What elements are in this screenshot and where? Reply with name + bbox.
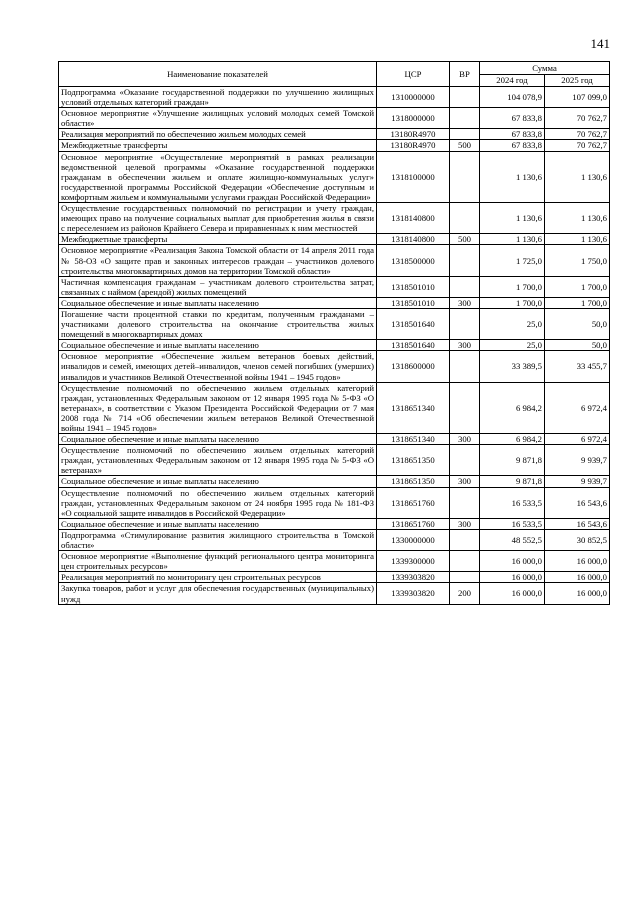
row-name-cell: Осуществление государственных полномочий по регистрации и учету граждан, имеющих право на получение социальных выплат для приобретения жилья в связи с переселением из районов Крайнего Севера и приравненных к ним местностей bbox=[59, 203, 377, 234]
table-row bbox=[59, 108, 610, 129]
row-amount-2025-cell: 70 762,7 bbox=[545, 108, 610, 129]
row-vr-cell: 300 bbox=[450, 340, 480, 351]
row-code-cell: 1339303820 bbox=[377, 572, 450, 583]
row-code-cell: 1318600000 bbox=[377, 351, 450, 382]
table-row bbox=[59, 487, 610, 518]
row-amount-2025-cell: 16 543,6 bbox=[545, 487, 610, 518]
row-vr-cell bbox=[450, 245, 480, 276]
row-vr-cell bbox=[450, 203, 480, 234]
row-amount-2025-cell: 16 000,0 bbox=[545, 583, 610, 604]
row-code-cell: 1318651760 bbox=[377, 518, 450, 529]
row-amount-2024-cell: 1 700,0 bbox=[480, 276, 545, 297]
row-code-cell: 1318140800 bbox=[377, 234, 450, 245]
row-code-cell: 1318000000 bbox=[377, 108, 450, 129]
row-name-cell: Основное мероприятие «Осуществление мероприятий в рамках реализации ведомственной целевой программы «Оказание государственной поддержки гражданам в обеспечении жильем и оплате жилищно-коммунальных услуг» государственной программы Российской Федерации «Обеспечение доступным и комфортным жильем и коммунальными услугами граждан Российской Федерации» bbox=[59, 151, 377, 202]
row-vr-cell bbox=[450, 87, 480, 108]
row-code-cell: 1318140800 bbox=[377, 203, 450, 234]
table-row bbox=[59, 340, 610, 351]
table-row bbox=[59, 87, 610, 108]
row-name-cell: Основное мероприятие «Улучшение жилищных условий молодых семей Томской области» bbox=[59, 108, 377, 129]
row-vr-cell bbox=[450, 308, 480, 339]
header-sum: Сумма bbox=[480, 62, 610, 75]
table-row bbox=[59, 351, 610, 382]
table-row bbox=[59, 583, 610, 604]
row-name-cell: Социальное обеспечение и иные выплаты населению bbox=[59, 476, 377, 487]
row-amount-2025-cell: 33 455,7 bbox=[545, 351, 610, 382]
table-row bbox=[59, 476, 610, 487]
row-amount-2025-cell: 1 130,6 bbox=[545, 203, 610, 234]
table-body bbox=[59, 87, 610, 605]
row-code-cell: 1318500000 bbox=[377, 245, 450, 276]
row-name-cell: Межбюджетные трансферты bbox=[59, 234, 377, 245]
row-amount-2024-cell: 16 000,0 bbox=[480, 572, 545, 583]
header-vr: ВР bbox=[450, 62, 480, 87]
row-name-cell: Основное мероприятие «Выполнение функций регионального центра мониторинга цен строительных ресурсов» bbox=[59, 551, 377, 572]
row-code-cell: 1318501640 bbox=[377, 308, 450, 339]
row-name-cell: Подпрограмма «Оказание государственной поддержки по улучшению жилищных условий отдельных категорий граждан» bbox=[59, 87, 377, 108]
row-amount-2024-cell: 16 000,0 bbox=[480, 551, 545, 572]
row-code-cell: 1339300000 bbox=[377, 551, 450, 572]
table-header bbox=[59, 62, 610, 87]
row-code-cell: 1318651340 bbox=[377, 434, 450, 445]
row-name-cell: Основное мероприятие «Обеспечение жильем ветеранов боевых действий, инвалидов и семей, имеющих детей–инвалидов, членов семей погибших (умерших) инвалидов и участников Великой Отечественной войны 1941 – 1945 годов» bbox=[59, 351, 377, 382]
row-name-cell: Осуществление полномочий по обеспечению жильем отдельных категорий граждан, установленных Федеральным законом от 12 января 1995 года № 5-ФЗ «О ветеранах» bbox=[59, 445, 377, 476]
table-row bbox=[59, 234, 610, 245]
row-amount-2025-cell: 70 762,7 bbox=[545, 140, 610, 151]
header-year-2024: 2024 год bbox=[480, 74, 545, 87]
row-amount-2024-cell: 33 389,5 bbox=[480, 351, 545, 382]
row-amount-2025-cell: 16 543,6 bbox=[545, 518, 610, 529]
row-vr-cell: 300 bbox=[450, 297, 480, 308]
row-vr-cell bbox=[450, 445, 480, 476]
row-amount-2025-cell: 1 700,0 bbox=[545, 276, 610, 297]
row-vr-cell bbox=[450, 151, 480, 202]
row-amount-2024-cell: 9 871,8 bbox=[480, 476, 545, 487]
table-row bbox=[59, 551, 610, 572]
row-vr-cell: 300 bbox=[450, 476, 480, 487]
table-row bbox=[59, 434, 610, 445]
row-amount-2024-cell: 104 078,9 bbox=[480, 87, 545, 108]
row-vr-cell: 500 bbox=[450, 234, 480, 245]
row-code-cell: 1318651350 bbox=[377, 445, 450, 476]
row-amount-2024-cell: 16 000,0 bbox=[480, 583, 545, 604]
row-vr-cell bbox=[450, 551, 480, 572]
table-row bbox=[59, 140, 610, 151]
row-amount-2025-cell: 1 700,0 bbox=[545, 297, 610, 308]
row-amount-2024-cell: 1 700,0 bbox=[480, 297, 545, 308]
row-vr-cell: 200 bbox=[450, 583, 480, 604]
table-row bbox=[59, 572, 610, 583]
row-name-cell: Погашение части процентной ставки по кредитам, полученным гражданами – участниками долевого строительства на окончание строительства жилых помещений в многоквартирных домах bbox=[59, 308, 377, 339]
row-name-cell: Основное мероприятие «Реализация Закона Томской области от 14 апреля 2011 года № 58-ОЗ «О защите прав и законных интересов граждан – участников долевого строительства многоквартирных домов на территории Томской области» bbox=[59, 245, 377, 276]
row-amount-2025-cell: 50,0 bbox=[545, 340, 610, 351]
row-vr-cell bbox=[450, 108, 480, 129]
row-code-cell: 1318651340 bbox=[377, 382, 450, 433]
row-vr-cell bbox=[450, 276, 480, 297]
row-code-cell: 1318651350 bbox=[377, 476, 450, 487]
row-amount-2024-cell: 1 130,6 bbox=[480, 203, 545, 234]
row-name-cell: Частичная компенсация гражданам – участникам долевого строительства затрат, связанных с наймом (арендой) жилых помещений bbox=[59, 276, 377, 297]
table-row bbox=[59, 245, 610, 276]
page-number: 141 bbox=[590, 36, 610, 51]
row-amount-2024-cell: 1 725,0 bbox=[480, 245, 545, 276]
row-amount-2024-cell: 16 533,5 bbox=[480, 518, 545, 529]
row-amount-2025-cell: 1 130,6 bbox=[545, 151, 610, 202]
row-amount-2025-cell: 6 972,4 bbox=[545, 434, 610, 445]
row-name-cell: Социальное обеспечение и иные выплаты населению bbox=[59, 518, 377, 529]
row-name-cell: Социальное обеспечение и иные выплаты населению bbox=[59, 297, 377, 308]
row-vr-cell bbox=[450, 351, 480, 382]
row-code-cell: 13180R4970 bbox=[377, 129, 450, 140]
row-amount-2025-cell: 6 972,4 bbox=[545, 382, 610, 433]
row-vr-cell bbox=[450, 382, 480, 433]
row-amount-2024-cell: 1 130,6 bbox=[480, 234, 545, 245]
row-vr-cell bbox=[450, 572, 480, 583]
row-amount-2024-cell: 1 130,6 bbox=[480, 151, 545, 202]
row-vr-cell: 500 bbox=[450, 140, 480, 151]
row-code-cell: 1318651760 bbox=[377, 487, 450, 518]
table-row bbox=[59, 297, 610, 308]
row-name-cell: Социальное обеспечение и иные выплаты населению bbox=[59, 434, 377, 445]
table-row bbox=[59, 129, 610, 140]
row-name-cell: Реализация мероприятий по обеспечению жильем молодых семей bbox=[59, 129, 377, 140]
header-code: ЦСР bbox=[377, 62, 450, 87]
row-code-cell: 1339303820 bbox=[377, 583, 450, 604]
row-amount-2024-cell: 25,0 bbox=[480, 308, 545, 339]
row-vr-cell: 300 bbox=[450, 434, 480, 445]
row-code-cell: 1310000000 bbox=[377, 87, 450, 108]
table-row bbox=[59, 151, 610, 202]
table-row bbox=[59, 529, 610, 550]
row-name-cell: Осуществление полномочий по обеспечению жильем отдельных категорий граждан, установленных Федеральным законом от 24 ноября 1995 года № 181-ФЗ «О социальной защите инвалидов в Российской Федерации» bbox=[59, 487, 377, 518]
header-name: Наименование показателей bbox=[59, 62, 377, 87]
row-amount-2024-cell: 6 984,2 bbox=[480, 382, 545, 433]
row-name-cell: Осуществление полномочий по обеспечению жильем отдельных категорий граждан, установленных Федеральным законом от 12 января 1995 года № 5-ФЗ «О ветеранах», в соответствии с Указом Президента Российской Федерации от 7 мая 2008 года № 714 «Об обеспечении жильем ветеранов Великой Отечественной войны 1941 – 1945 годов» bbox=[59, 382, 377, 433]
row-code-cell: 1318501010 bbox=[377, 297, 450, 308]
row-amount-2025-cell: 9 939,7 bbox=[545, 445, 610, 476]
row-name-cell: Подпрограмма «Стимулирование развития жилищного строительства в Томской области» bbox=[59, 529, 377, 550]
row-name-cell: Межбюджетные трансферты bbox=[59, 140, 377, 151]
row-amount-2025-cell: 16 000,0 bbox=[545, 551, 610, 572]
row-amount-2025-cell: 9 939,7 bbox=[545, 476, 610, 487]
row-amount-2025-cell: 1 130,6 bbox=[545, 234, 610, 245]
row-code-cell: 1318501010 bbox=[377, 276, 450, 297]
row-name-cell: Реализация мероприятий по мониторингу цен строительных ресурсов bbox=[59, 572, 377, 583]
row-amount-2025-cell: 16 000,0 bbox=[545, 572, 610, 583]
row-amount-2025-cell: 30 852,5 bbox=[545, 529, 610, 550]
row-code-cell: 1330000000 bbox=[377, 529, 450, 550]
row-amount-2025-cell: 107 099,0 bbox=[545, 87, 610, 108]
row-amount-2024-cell: 67 833,8 bbox=[480, 108, 545, 129]
table-row bbox=[59, 445, 610, 476]
row-amount-2024-cell: 16 533,5 bbox=[480, 487, 545, 518]
row-amount-2024-cell: 67 833,8 bbox=[480, 129, 545, 140]
row-amount-2024-cell: 48 552,5 bbox=[480, 529, 545, 550]
row-name-cell: Социальное обеспечение и иные выплаты населению bbox=[59, 340, 377, 351]
header-year-2025: 2025 год bbox=[545, 74, 610, 87]
table-row bbox=[59, 382, 610, 433]
row-amount-2024-cell: 67 833,8 bbox=[480, 140, 545, 151]
row-amount-2024-cell: 25,0 bbox=[480, 340, 545, 351]
table-row bbox=[59, 203, 610, 234]
row-amount-2025-cell: 50,0 bbox=[545, 308, 610, 339]
row-amount-2025-cell: 1 750,0 bbox=[545, 245, 610, 276]
row-code-cell: 1318100000 bbox=[377, 151, 450, 202]
row-name-cell: Закупка товаров, работ и услуг для обеспечения государственных (муниципальных) нужд bbox=[59, 583, 377, 604]
budget-table bbox=[58, 61, 610, 605]
row-vr-cell bbox=[450, 487, 480, 518]
row-amount-2025-cell: 70 762,7 bbox=[545, 129, 610, 140]
row-vr-cell: 300 bbox=[450, 518, 480, 529]
row-vr-cell bbox=[450, 129, 480, 140]
row-amount-2024-cell: 6 984,2 bbox=[480, 434, 545, 445]
table-row bbox=[59, 276, 610, 297]
row-vr-cell bbox=[450, 529, 480, 550]
table-row bbox=[59, 308, 610, 339]
row-code-cell: 1318501640 bbox=[377, 340, 450, 351]
table-row bbox=[59, 518, 610, 529]
row-code-cell: 13180R4970 bbox=[377, 140, 450, 151]
row-amount-2024-cell: 9 871,8 bbox=[480, 445, 545, 476]
